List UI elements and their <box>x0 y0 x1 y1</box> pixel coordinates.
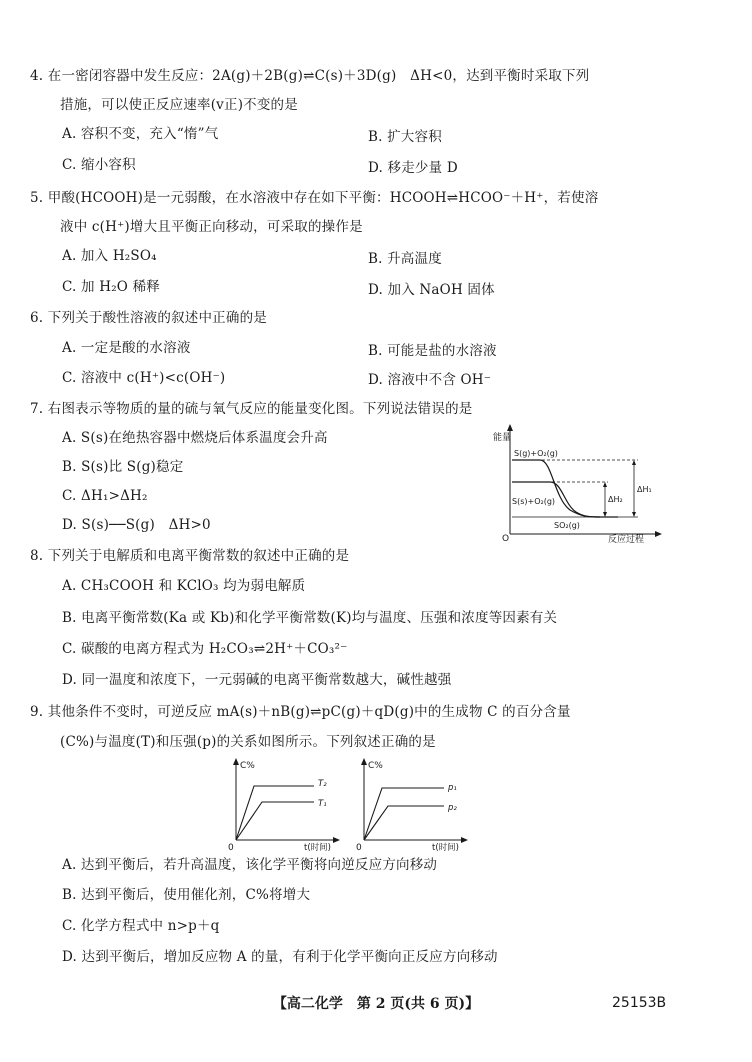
q7-option-d: D. S(s)──S(g) ΔH>0 <box>62 517 211 533</box>
q7-option-b: B. S(s)比 S(g)稳定 <box>62 459 184 475</box>
q9-pressure-graph <box>352 756 472 852</box>
x-axis-arrow <box>655 531 662 537</box>
q7-energy-diagram <box>490 422 670 544</box>
curve-p2 <box>364 806 444 840</box>
label-t2: T₂ <box>318 779 327 789</box>
dh2-label: ΔH₂ <box>608 495 623 504</box>
dh1-label: ΔH₁ <box>637 485 652 494</box>
label-gas: S(g)+O₂(g) <box>514 449 558 458</box>
q6-stem: 6. 下列关于酸性溶液的叙述中正确的是 <box>30 310 267 326</box>
paper-code: 25153B <box>612 995 667 1011</box>
q6-option-c: C. 溶液中 c(H⁺)<c(OH⁻) <box>62 370 226 386</box>
q4-option-a: A. 容积不变，充入“惰”气 <box>62 126 219 142</box>
q9-option-c: C. 化学方程式中 n>p＋q <box>62 918 220 934</box>
y-axis-label: C% <box>240 761 255 771</box>
q8-option-c: C. 碳酸的电离方程式为 H₂CO₃⇌2H⁺＋CO₃²⁻ <box>62 641 348 657</box>
origin-label: 0 <box>356 843 362 852</box>
q8-option-d: D. 同一温度和浓度下，一元弱碱的电离平衡常数越大，碱性越强 <box>62 672 452 688</box>
q4-option-b: B. 扩大容积 <box>368 129 442 145</box>
x-axis-label: 反应过程 <box>608 535 645 544</box>
x-axis-label: t(时间) <box>304 843 331 852</box>
q4-stem-line1: 4. 在一密闭容器中发生反应：2A(g)＋2B(g)⇌C(s)＋3D(g) ΔH<0，达到平衡时采取下列 <box>30 68 590 84</box>
q9-stem-line1: 9. 其他条件不变时，可逆反应 mA(s)＋nB(g)⇌pC(g)＋qD(g)中的生成物 C 的百分含量 <box>30 704 571 720</box>
q5-option-c: C. 加 H₂O 稀释 <box>62 279 160 295</box>
q5-stem-line1: 5. 甲酸(HCOOH)是一元弱酸，在水溶液中存在如下平衡：HCOOH⇌HCOO⁻＋H⁺，若使溶 <box>30 190 599 206</box>
q5-stem-line2: 液中 c(H⁺)增大且平衡正向移动，可采取的操作是 <box>60 219 363 235</box>
q8-option-b: B. 电离平衡常数(Ka 或 Kb)和化学平衡常数(K)均与温度、压强和浓度等因素有关 <box>62 610 558 626</box>
curve-t2 <box>236 786 314 840</box>
label-p2: p₂ <box>448 803 457 813</box>
page-footer: 【高二化学 第 2 页(共 6 页)】 <box>272 996 480 1012</box>
q7-stem: 7. 右图表示等物质的量的硫与氧气反应的能量变化图。下列说法错误的是 <box>30 401 473 417</box>
q4-option-c: C. 缩小容积 <box>62 157 136 173</box>
label-product: SO₂(g) <box>554 521 580 530</box>
q6-option-d: D. 溶液中不含 OH⁻ <box>368 372 492 388</box>
label-t1: T₁ <box>318 799 327 809</box>
y-axis-label-top: 能量 <box>493 433 512 443</box>
q8-option-a: A. CH₃COOH 和 KClO₃ 均为弱电解质 <box>62 578 306 594</box>
q7-option-a: A. S(s)在绝热容器中燃烧后体系温度会升高 <box>62 430 328 446</box>
q6-option-a: A. 一定是酸的水溶液 <box>62 340 191 356</box>
q5-option-a: A. 加入 H₂SO₄ <box>62 248 157 264</box>
q9-option-b: B. 达到平衡后，使用催化剂，C%将增大 <box>62 887 311 903</box>
q9-option-a: A. 达到平衡后，若升高温度，该化学平衡将向逆反应方向移动 <box>62 857 438 873</box>
x-axis-label: t(时间) <box>432 843 459 852</box>
q9-stem-line2: (C%)与温度(T)和压强(p)的关系如图所示。下列叙述正确的是 <box>60 734 436 750</box>
curve-gas <box>512 460 618 517</box>
q4-stem-line2: 措施，可以使正反应速率(v正)不变的是 <box>60 97 298 113</box>
q5-option-b: B. 升高温度 <box>368 251 442 267</box>
q9-option-d: D. 达到平衡后，增加反应物 A 的量，有利于化学平衡向正反应方向移动 <box>62 949 498 965</box>
q9-temperature-graph <box>224 756 344 852</box>
q5-option-d: D. 加入 NaOH 固体 <box>368 282 495 298</box>
q6-option-b: B. 可能是盐的水溶液 <box>368 343 497 359</box>
q8-stem: 8. 下列关于电解质和电离平衡常数的叙述中正确的是 <box>30 548 350 564</box>
y-axis-arrow <box>507 424 513 431</box>
q4-option-d: D. 移走少量 D <box>368 160 458 176</box>
origin-label: 0 <box>228 843 234 852</box>
curve-p1 <box>364 788 444 840</box>
origin-label: O <box>502 534 510 544</box>
q7-option-c: C. ΔH₁>ΔH₂ <box>62 488 148 504</box>
label-p1: p₁ <box>448 783 457 793</box>
label-solid: S(s)+O₂(g) <box>512 497 556 506</box>
curve-t1 <box>236 802 314 840</box>
y-axis-label: C% <box>368 761 383 771</box>
